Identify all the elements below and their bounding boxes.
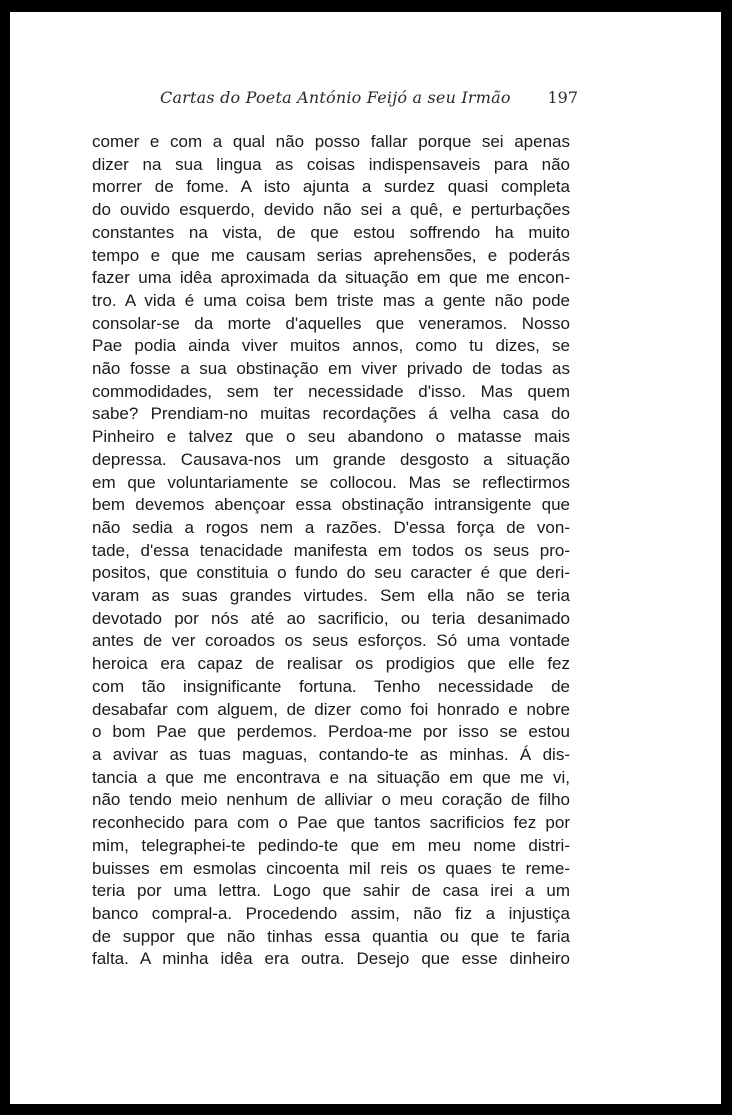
- text-line: Pinheiro e talvez que o seu abandono o matasse mais: [92, 427, 570, 447]
- text-line: heroica era capaz de realisar os prodigios que elle fez: [92, 654, 570, 674]
- text-line: banco compral-a. Procedendo assim, não fiz a injustiça: [92, 903, 570, 923]
- text-line: sabe? Prendiam-no muitas recordações á velha casa do: [92, 404, 570, 424]
- book-page: [10, 12, 721, 1104]
- text-line: desabafar com alguem, de dizer como foi honrado e nobre: [92, 699, 570, 719]
- header-title: Cartas do Poeta António Feijó a seu Irmão: [160, 87, 511, 107]
- text-line: positos, que constituia o fundo do seu caracter é que deri-: [92, 563, 570, 583]
- text-line: fazer uma idêa aproximada da situação em que me encon-: [92, 268, 570, 288]
- text-line: depressa. Causava-nos um grande desgosto a situação: [92, 449, 570, 469]
- text-line: tancia a que me encontrava e na situação em que me vi,: [92, 767, 570, 787]
- text-line: antes de ver coroados os seus esforços. Só uma vontade: [92, 631, 570, 651]
- text-line: reconhecido para com o Pae que tantos sacrificios fez por: [92, 813, 570, 833]
- text-line: buisses em esmolas cincoenta mil reis os quaes te reme-: [92, 858, 570, 878]
- text-line: com tão insignificante fortuna. Tenho necessidade de: [92, 676, 570, 696]
- text-line: tempo e que me causam serias aprehensões, e poderás: [92, 245, 570, 265]
- text-line: de suppor que não tinhas essa quantia ou que te faria: [92, 926, 570, 946]
- text-line: Pae podia ainda viver muitos annos, como tu dizes, se: [92, 336, 570, 356]
- body-text: [92, 131, 570, 971]
- running-header: [160, 82, 578, 112]
- text-line: não tendo meio nenhum de alliviar o meu coração de filho: [92, 790, 570, 810]
- text-line: teria por uma lettra. Logo que sahir de casa irei a um: [92, 881, 570, 901]
- text-line: mim, telegraphei-te pedindo-te que em meu nome distri-: [92, 835, 570, 855]
- text-line: commodidades, sem ter necessidade d'isso. Mas quem: [92, 381, 570, 401]
- text-line: falta. A minha idêa era outra. Desejo que esse dinheiro: [92, 949, 570, 969]
- text-line: consolar-se da morte d'aquelles que veneramos. Nosso: [92, 313, 570, 333]
- text-line: a avivar as tuas maguas, contando-te as minhas. Á dis-: [92, 744, 570, 764]
- text-line: em que voluntariamente se collocou. Mas se reflectirmos: [92, 472, 570, 492]
- text-line: bem devemos abençoar essa obstinação intransigente que: [92, 495, 570, 515]
- text-line: varam as suas grandes virtudes. Sem ella não se teria: [92, 586, 570, 606]
- text-line: tade, d'essa tenacidade manifesta em todos os seus pro-: [92, 540, 570, 560]
- text-line: devotado por nós até ao sacrificio, ou teria desanimado: [92, 608, 570, 628]
- text-line: não sedia a rogos nem a razões. D'essa força de von-: [92, 517, 570, 537]
- text-line: tro. A vida é uma coisa bem triste mas a gente não pode: [92, 290, 570, 310]
- text-line: dizer na sua lingua as coisas indispensaveis para não: [92, 154, 570, 174]
- text-line: do ouvido esquerdo, devido não sei a quê, e perturbações: [92, 200, 570, 220]
- text-line: constantes na vista, de que estou soffrendo ha muito: [92, 222, 570, 242]
- text-line: não fosse a sua obstinação em viver privado de todas as: [92, 359, 570, 379]
- text-line: comer e com a qual não posso fallar porque sei apenas: [92, 132, 570, 151]
- page-number: 197: [547, 87, 578, 107]
- text-line: morrer de fome. A isto ajunta a surdez quasi completa: [92, 177, 570, 197]
- text-line: o bom Pae que perdemos. Perdoa-me por isso se estou: [92, 722, 570, 742]
